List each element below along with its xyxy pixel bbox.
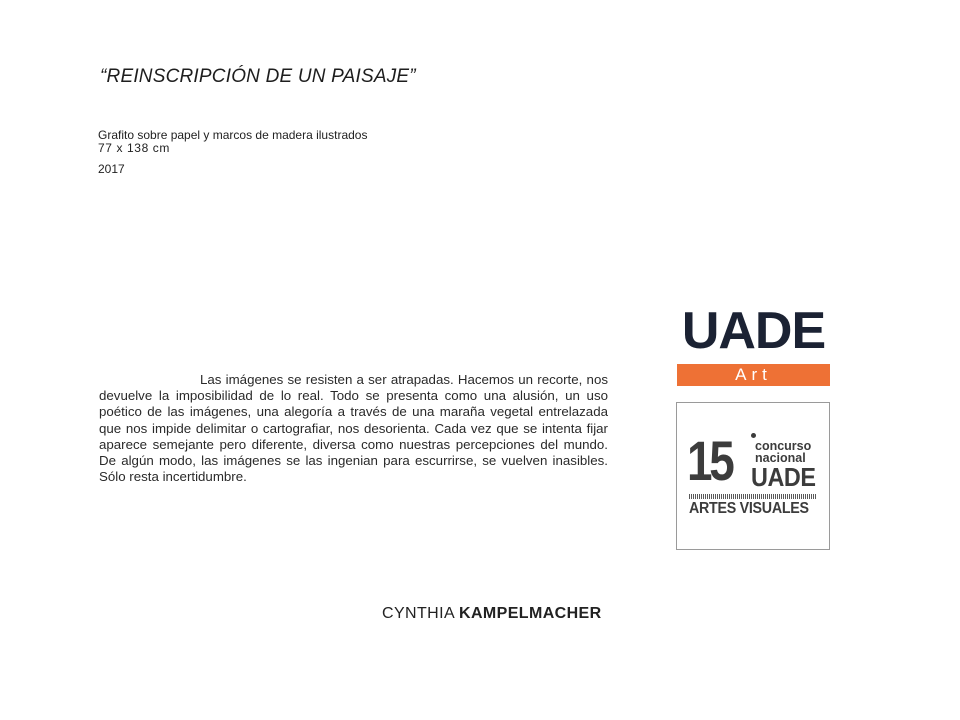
uade-art-tagline: Art [735, 365, 772, 384]
artwork-year: 2017 [98, 162, 125, 176]
concurso-number: 15 [687, 429, 732, 492]
artist-last-name: KAMPELMACHER [459, 605, 602, 622]
artwork-medium: Grafito sobre papel y marcos de madera ilustrados [98, 128, 368, 142]
concurso-line-2: nacional [755, 451, 806, 465]
concurso-line-4: ARTES VISUALES [689, 500, 809, 517]
uade-wordmark: UADE [681, 302, 826, 360]
artwork-title: “REINSCRIPCIÓN DE UN PAISAJE” [100, 66, 416, 87]
concurso-logo [676, 402, 830, 550]
concurso-dot [751, 433, 756, 438]
artist-name [382, 605, 602, 623]
artist-statement: Las imágenes se resisten a ser atrapadas. Hacemos un recorte, nos devuelve la imposibilidad de lo real. Todo se presenta como una alusión, un uso poético de las imágenes, una alegoría a través de una maraña vegetal entrelazada que nos impide delimitar o cartografiar, nos desorienta. Cada vez que se intenta fijar aparece semejante pero diferente, diversa como nuestras percepciones del mundo. De algún modo, las imágenes se las ingenian para escurrirse, se vuelven inasibles. Sólo resta incertidumbre. [99, 372, 608, 485]
concurso-barcode-rule [689, 494, 817, 499]
concurso-line-3: UADE [751, 462, 816, 492]
artist-first-name: CYNTHIA [382, 605, 455, 622]
uade-art-logo [677, 291, 830, 387]
concurso-line-1: concurso [755, 439, 812, 453]
artwork-dimensions: 77 x 138 cm [98, 141, 170, 155]
